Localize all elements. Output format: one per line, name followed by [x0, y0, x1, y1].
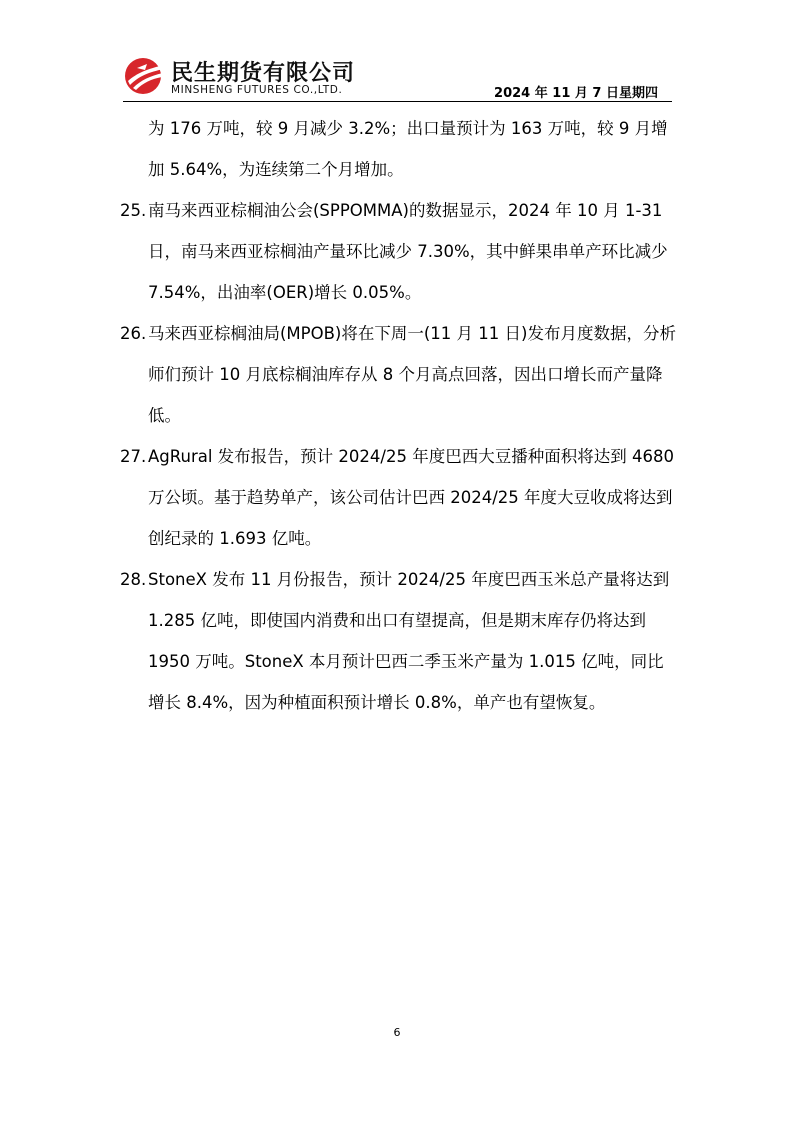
- item-number: 28.: [120, 570, 147, 589]
- report-date: 2024 年 11 月 7 日星期四: [494, 86, 658, 101]
- item-text: AgRural 发布报告，预计 2024/25 年度巴西大豆播种面积将达到 4680 万公顷。基于趋势单产，该公司估计巴西 2024/25 年度大豆收成将达到创纪录的 1.693 亿吨。: [148, 447, 674, 548]
- news-item-27: [120, 436, 676, 559]
- news-item-28: [120, 559, 676, 723]
- brand-name-chinese: 民生期货有限公司: [171, 61, 356, 86]
- item-number: 26.: [120, 324, 147, 343]
- item-text: 南马来西亚棕榈油公会(SPPOMMA)的数据显示，2024 年 10 月 1-31 日，南马来西亚棕榈油产量环比减少 7.30%，其中鲜果串单产环比减少 7.54%，出油率(OER)增长 0.05%。: [148, 201, 668, 302]
- news-item-25: [120, 190, 676, 313]
- page-header: [123, 52, 672, 102]
- header-divider: [123, 101, 672, 102]
- item-text: 马来西亚棕榈油局(MPOB)将在下周一(11 月 11 日)发布月度数据，分析师们预计 10 月底棕榈油库存从 8 个月高点回落，因出口增长而产量降低。: [148, 324, 676, 425]
- report-body: [120, 108, 676, 723]
- page-number: 6: [393, 1026, 401, 1039]
- minsheng-logo-icon: [123, 56, 167, 96]
- item-number: 25.: [120, 201, 147, 220]
- item-number: 27.: [120, 447, 147, 466]
- item-text: StoneX 发布 11 月份报告，预计 2024/25 年度巴西玉米总产量将达到 1.285 亿吨，即使国内消费和出口有望提高，但是期末库存仍将达到 1950 万吨。StoneX 本月预计巴西二季玉米产量为 1.015 亿吨，同比增长 8.4%，因为种植面积预计增长 0.8%，单产也有望恢复。: [148, 570, 670, 712]
- continued-paragraph: 为 176 万吨，较 9 月减少 3.2%；出口量预计为 163 万吨，较 9 月增加 5.64%，为连续第二个月增加。: [148, 119, 668, 179]
- brand-name-english: MINSHENG FUTURES CO.,LTD.: [171, 84, 343, 96]
- news-item-26: [120, 313, 676, 436]
